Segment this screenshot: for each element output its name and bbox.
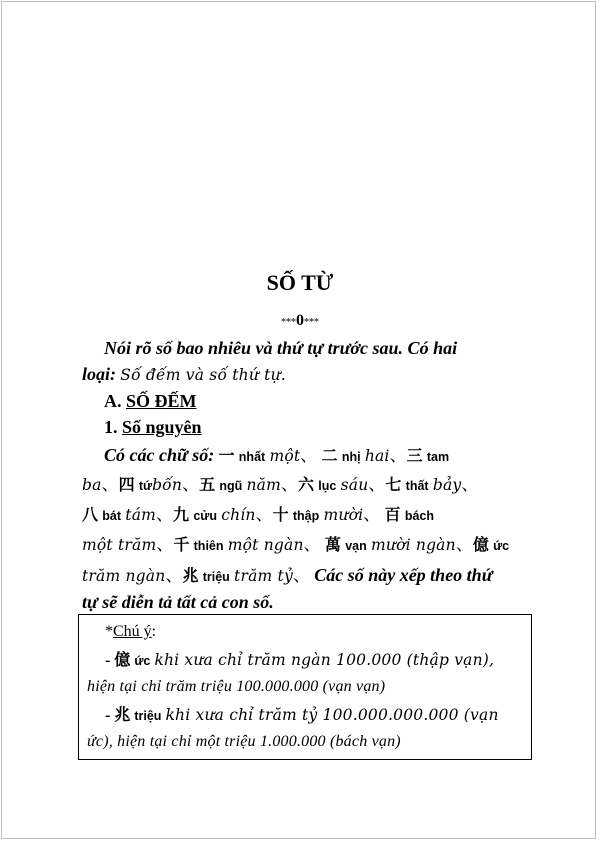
numeral-term: bách [404,509,434,523]
note-item-2-line-2: ức), hiện tại chỉ một triệu 1.000.000 (bách vạn) [87,733,401,750]
separator: 、 [389,446,407,465]
section-a-prefix: A. [104,391,122,411]
numeral-meaning: mười [323,506,364,524]
note-char: 兆 [114,705,131,724]
numeral-term: thất [405,479,429,493]
numeral-meaning: mười ngàn [370,536,456,554]
separator: 、 [165,566,183,585]
note-label: Chú ý [113,623,152,640]
numeral-meaning: trăm ngàn [82,567,166,585]
numeral-meaning: một [269,447,301,465]
note-item-1-line-1 [105,649,545,672]
numeral-char: 一 [218,446,235,465]
section-a-title: SỐ ĐẾM [126,391,197,411]
separator: 、 [255,505,273,524]
numerals-line-1 [104,443,554,469]
numeral-meaning: chín [221,506,256,524]
numerals-line-2 [82,473,532,498]
note-char: 億 [114,650,131,669]
numeral-meaning: hai [364,447,390,465]
note-item-2-line-1 [105,704,545,727]
separator: 、 [281,475,299,494]
intro-line-2 [82,362,532,387]
note-term: triệu [134,709,162,723]
numerals-line-4 [82,533,532,558]
numeral-char: 萬 [324,535,341,554]
note-box [78,614,532,760]
numeral-term: nhị [341,450,361,464]
numeral-term: thiên [193,539,224,553]
separator: 、 [182,475,200,494]
note-item-1-line-2: hiện tại chỉ trăm triệu 100.000.000 (vạn vạn) [87,678,386,695]
numeral-term: thập [292,509,320,523]
intro-line-1: Nói rõ số bao nhiêu và thứ tự trước sau. Có hai [104,338,458,358]
separator: 、 [156,535,174,554]
numeral-char: 千 [173,535,190,554]
numeral-char: 九 [173,505,190,524]
separator: 、 [101,475,119,494]
numeral-term: ngũ [219,479,243,493]
numeral-meaning: bảy [432,476,462,494]
subsection-1-prefix: 1. [104,417,118,437]
note-text: khi xưa chỉ trăm tỷ 100.000.000.000 (vạn [165,706,499,724]
numeral-char: 二 [321,446,338,465]
page-title: SỐ TỪ [266,270,334,295]
numeral-term: lục [318,479,337,493]
numerals-line-5 [82,563,532,589]
divider-stars-right: *** [304,317,319,328]
numeral-char: 八 [82,505,99,524]
note-heading [105,621,545,643]
numeral-char: 百 [384,505,401,524]
numeral-meaning: một trăm [82,536,157,554]
numeral-char: 兆 [182,566,199,585]
separator: 、 [292,566,310,585]
numeral-meaning: trăm tỷ [234,567,293,585]
numeral-meaning: ba [82,476,102,494]
note-text: khi xưa chỉ trăm ngàn 100.000 (thập vạn), [154,651,495,669]
intro-rest: Số đếm và số thứ tự. [120,366,286,384]
separator: 、 [461,475,479,494]
numeral-meaning: một ngàn [227,536,304,554]
numeral-term: tứ [138,479,153,493]
subsection-1-heading [104,415,554,439]
numeral-term: tam [426,450,450,464]
numeral-meaning: năm [246,476,282,494]
numeral-term: vạn [345,539,367,553]
numerals-intro: Có các chữ số: [104,445,215,465]
ornament-divider [0,312,600,330]
numeral-term: triệu [202,570,230,584]
numeral-term: cửu [193,509,217,523]
divider-center: 0 [296,312,304,329]
numeral-term: bát [102,509,122,523]
numeral-char: 億 [472,535,489,554]
separator: 、 [368,475,386,494]
numeral-term: ức [493,539,510,553]
separator: 、 [156,505,174,524]
numeral-char: 七 [385,475,402,494]
numerals-line-3 [82,503,532,528]
numeral-term: nhất [238,450,266,464]
numeral-meaning: bốn [152,476,183,494]
numeral-char: 四 [118,475,135,494]
separator: 、 [303,535,321,554]
separator: 、 [455,535,473,554]
section-a-heading [104,389,554,413]
numeral-char: 五 [199,475,216,494]
subsection-1-title: Số nguyên [122,417,202,437]
note-colon: : [151,623,157,640]
closing-line-1: Các số này xếp theo thứ [314,565,493,585]
numeral-meaning: tám [125,506,157,524]
separator: 、 [300,446,318,465]
numeral-char: 三 [406,446,423,465]
intro-label: loại: [82,364,116,384]
numeral-char: 十 [272,505,289,524]
note-star: * [105,623,113,640]
note-dash: - [105,652,111,669]
note-term: ức [134,654,151,668]
note-dash: - [105,707,111,724]
divider-stars-left: *** [281,317,296,328]
closing-line-2: tự sẽ diễn tả tất cả con số. [82,592,274,612]
numeral-meaning: sáu [340,476,369,494]
separator: 、 [363,505,381,524]
numeral-char: 六 [298,475,315,494]
